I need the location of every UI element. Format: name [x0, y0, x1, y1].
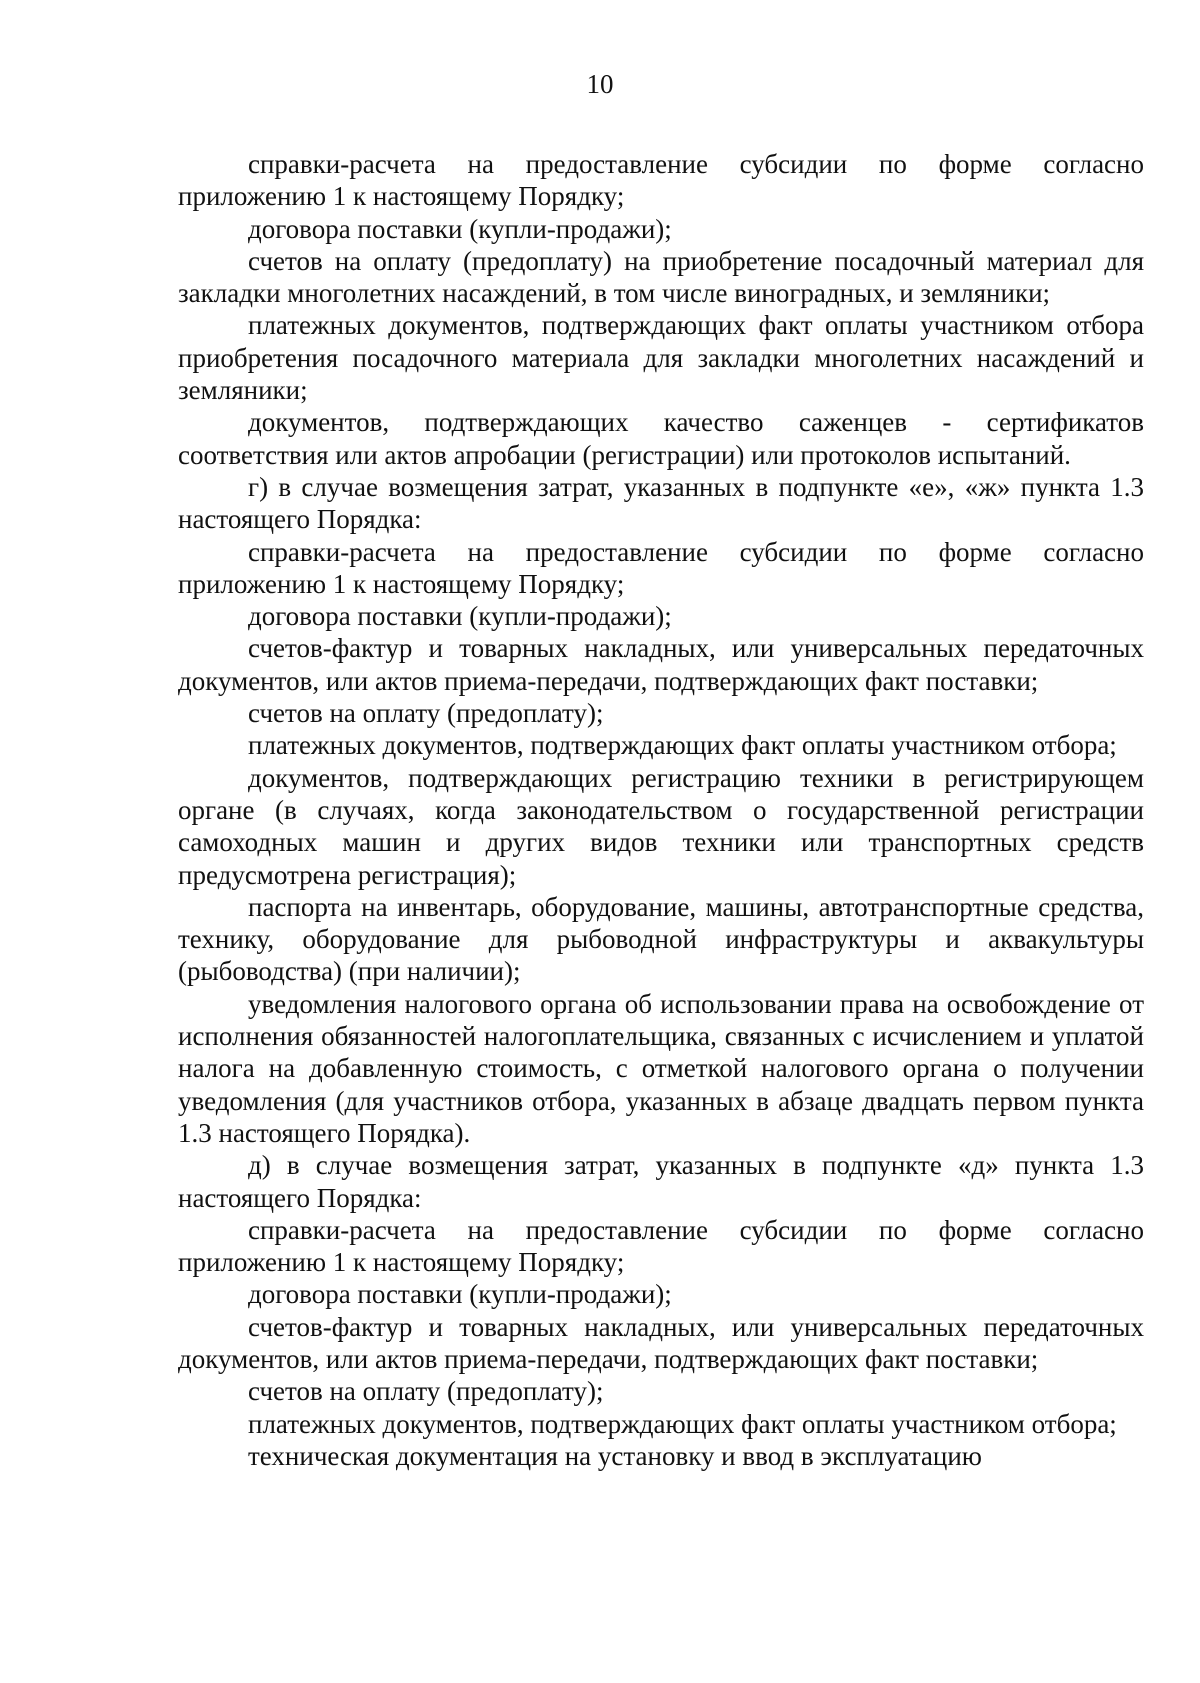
- paragraph: справки-расчета на предоставление субсидии по форме согласно приложению 1 к настоящему Порядку;: [178, 1214, 1144, 1278]
- paragraph: уведомления налогового органа об использовании права на освобождение от исполнения обязанностей налогоплательщика, связанных с исчислением и уплатой налога на добавленную стоимость, с отметкой налогового органа о получении уведомления (для участников отбора, указанных в абзаце двадцать первом пункта 1.3 настоящего Порядка).: [178, 988, 1144, 1148]
- paragraph: договора поставки (купли-продажи);: [248, 213, 672, 244]
- paragraph: договора поставки (купли-продажи);: [248, 601, 672, 632]
- paragraph: счетов-фактур и товарных накладных, или универсальных передаточных документов, или актов приема-передачи, подтверждающих факт поставки;: [178, 1311, 1144, 1374]
- paragraph: документов, подтверждающих качество саженцев - сертификатов соответствия или актов апробации (регистрации) или протоколов испытаний.: [178, 407, 1144, 470]
- paragraph: техническая документация на установку и ввод в эксплуатацию: [248, 1440, 982, 1471]
- document-body: [178, 148, 1144, 1472]
- paragraph: документов, подтверждающих регистрацию техники в регистрирующем органе (в случаях, когда законодательством о государственной регистрации самоходных машин и других видов техники или транспортных средств предусмотрена регистрация);: [178, 762, 1144, 890]
- paragraph: справки-расчета на предоставление субсидии по форме согласно приложению 1 к настоящему Порядку;: [178, 149, 1144, 212]
- paragraph: платежных документов, подтверждающих факт оплаты участником отбора;: [248, 730, 1117, 761]
- paragraph: договора поставки (купли-продажи);: [248, 1279, 672, 1310]
- paragraph: счетов на оплату (предоплату);: [248, 698, 604, 729]
- paragraph: счетов на оплату (предоплату);: [248, 1376, 604, 1407]
- paragraph: счетов-фактур и товарных накладных, или универсальных передаточных документов, или актов приема-передачи, подтверждающих факт поставки;: [178, 633, 1144, 696]
- page-number: 10: [586, 69, 614, 99]
- paragraph: паспорта на инвентарь, оборудование, машины, автотранспортные средства, технику, оборудование для рыбоводной инфраструктуры и аквакультуры (рыбоводства) (при наличии);: [178, 891, 1144, 987]
- paragraph: платежных документов, подтверждающих факт оплаты участником отбора приобретения посадочного материала для закладки многолетних насаждений и земляники;: [178, 310, 1144, 406]
- paragraph: справки-расчета на предоставление субсидии по форме согласно приложению 1 к настоящему Порядку;: [178, 536, 1144, 599]
- paragraph: счетов на оплату (предоплату) на приобретение посадочный материал для закладки многолетних насаждений, в том числе виноградных, и земляники;: [178, 245, 1144, 309]
- paragraph: г) в случае возмещения затрат, указанных в подпункте «е», «ж» пункта 1.3 настоящего Порядка:: [178, 471, 1144, 535]
- paragraph: платежных документов, подтверждающих факт оплаты участником отбора;: [248, 1408, 1117, 1439]
- paragraph: д) в случае возмещения затрат, указанных в подпункте «д» пункта 1.3 настоящего Порядка:: [178, 1150, 1144, 1213]
